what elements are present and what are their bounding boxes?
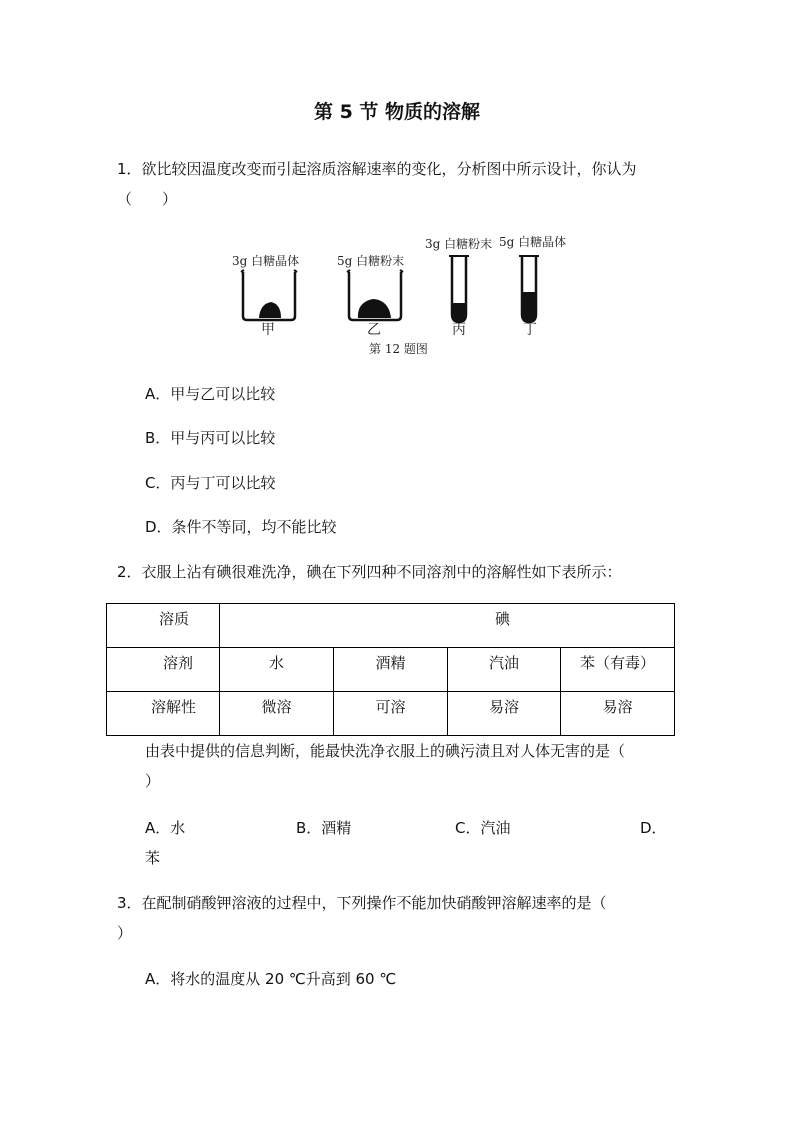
q2-option-a[interactable]: A．水	[145, 819, 186, 837]
q1-option-d[interactable]: D．条件不等同，均不能比较	[145, 518, 337, 536]
table-row	[107, 648, 675, 692]
table-row	[107, 692, 675, 736]
q2-stem: 2．衣服上沾有碘很难洗净，碘在下列四种不同溶剂中的溶解性如下表所示：	[117, 563, 622, 581]
figure-caption: 第 12 题图	[369, 342, 428, 356]
q2-followup-line2: ）	[145, 772, 161, 790]
beaker-yi	[347, 270, 403, 320]
q1-figure	[215, 232, 575, 362]
label-bing: 丙	[452, 322, 466, 338]
table-cell: 苯（有毒）	[561, 648, 675, 692]
q1-option-c[interactable]: C．丙与丁可以比较	[145, 474, 276, 492]
q1-option-b[interactable]: B．甲与丙可以比较	[145, 429, 276, 447]
test-tube-bing	[449, 256, 469, 322]
q2-option-d[interactable]: D．	[640, 819, 667, 837]
label-jia: 甲	[261, 322, 275, 338]
q2-option-d-text[interactable]: 苯	[145, 849, 161, 867]
q2-followup-line1: 由表中提供的信息判断，能最快洗净衣服上的碘污渍且对人体无害的是（	[145, 742, 626, 760]
table-cell: 微溶	[220, 692, 334, 736]
table-cell: 汽油	[448, 648, 561, 692]
q1-stem-line2: （ ）	[117, 190, 178, 208]
table-cell: 易溶	[561, 692, 675, 736]
label-ding-top: 5g 白糖晶体	[499, 235, 567, 249]
q3-stem-line1: 3．在配制硝酸钾溶液的过程中，下列操作不能加快硝酸钾溶解速率的是（	[117, 894, 607, 912]
solubility-table	[106, 603, 675, 736]
label-ding: 丁	[523, 322, 537, 338]
q3-stem-line2: ）	[117, 924, 133, 942]
q2-option-b[interactable]: B．酒精	[296, 819, 352, 837]
table-cell: 水	[220, 648, 334, 692]
table-cell-solute-head: 溶质	[107, 604, 220, 648]
q1-option-a[interactable]: A．甲与乙可以比较	[145, 385, 276, 403]
test-tube-ding	[519, 256, 539, 322]
q3-option-a[interactable]: A．将水的温度从 20 ℃升高到 60 ℃	[145, 970, 397, 988]
label-yi: 乙	[367, 322, 381, 338]
table-cell: 易溶	[448, 692, 561, 736]
table-cell: 酒精	[334, 648, 448, 692]
table-cell-solvent-head: 溶剂	[107, 648, 220, 692]
q2-option-c[interactable]: C．汽油	[455, 819, 511, 837]
page-title: 第 5 节 物质的溶解	[313, 101, 481, 123]
label-yi-top: 5g 白糖粉末	[337, 254, 405, 268]
q1-stem-line1: 1．欲比较因温度改变而引起溶质溶解速率的变化，分析图中所示设计，你认为	[117, 160, 637, 178]
table-cell-solubility-head: 溶解性	[107, 692, 220, 736]
table-cell-solute-value: 碘	[220, 604, 675, 648]
label-jia-top: 3g 白糖晶体	[232, 254, 300, 268]
label-bing-top: 3g 白糖粉末	[425, 237, 493, 251]
table-cell: 可溶	[334, 692, 448, 736]
beaker-jia	[241, 270, 297, 320]
table-row	[107, 604, 675, 648]
